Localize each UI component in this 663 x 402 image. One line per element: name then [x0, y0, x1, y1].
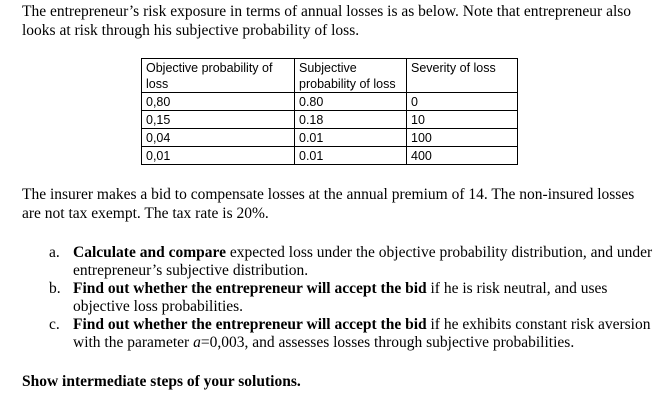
question-marker: c.: [49, 316, 60, 333]
table-cell: 0,04: [142, 129, 295, 147]
question-text: if he is risk neutral, and uses objective loss probabilities.: [73, 280, 608, 315]
table-cell: 0.01: [295, 147, 407, 165]
header-severity: Severity of loss: [407, 59, 518, 93]
table-cell: 400: [407, 147, 518, 165]
question-a: [49, 244, 653, 280]
table-cell: 0,15: [142, 111, 295, 129]
intro-paragraph: The entrepreneur’s risk exposure in terms of annual losses is as below. Note that entrepreneur also looks at risk through his subjective probability of loss.: [22, 3, 632, 39]
question-bold-text: Calculate and compare: [73, 244, 226, 261]
question-marker: b.: [49, 280, 61, 297]
header-subjective-probability: Subjective probability of loss: [295, 59, 407, 93]
footer-instruction: Show intermediate steps of your solutions.: [22, 373, 301, 390]
premium-paragraph: The insurer makes a bid to compensate losses at the annual premium of 14. The non-insured losses are not tax exempt. The tax rate is 20%.: [22, 186, 635, 222]
table-cell: 0,80: [142, 93, 295, 111]
question-list: [22, 244, 653, 352]
parameter-symbol: a: [193, 334, 201, 351]
table-row: [142, 147, 518, 165]
table-cell: 0.18: [295, 111, 407, 129]
table-row: [142, 93, 518, 111]
question-text: =0,003, and assesses losses through subjective probabilities.: [200, 334, 575, 351]
header-objective-probability: Objective probability of loss: [142, 59, 295, 93]
table-cell: 10: [407, 111, 518, 129]
question-b: [49, 280, 653, 316]
table-row: [142, 129, 518, 147]
question-text: expected loss under the objective probability distribution, and under entrepreneur’s subjective distribution.: [73, 244, 653, 279]
question-text: if he exhibits constant risk aversion with the parameter: [73, 316, 651, 351]
table-cell: 100: [407, 129, 518, 147]
question-marker: a.: [49, 244, 60, 261]
table-cell: 0,01: [142, 147, 295, 165]
table-row: [142, 111, 518, 129]
question-bold-text: Find out whether the entrepreneur will accept the bid: [73, 280, 427, 297]
table-cell: 0.01: [295, 129, 407, 147]
loss-table: [141, 58, 518, 165]
question-c: [49, 316, 653, 352]
table-header-row: [142, 59, 518, 93]
table-cell: 0: [407, 93, 518, 111]
question-bold-text: Find out whether the entrepreneur will accept the bid: [73, 316, 427, 333]
table-cell: 0.80: [295, 93, 407, 111]
